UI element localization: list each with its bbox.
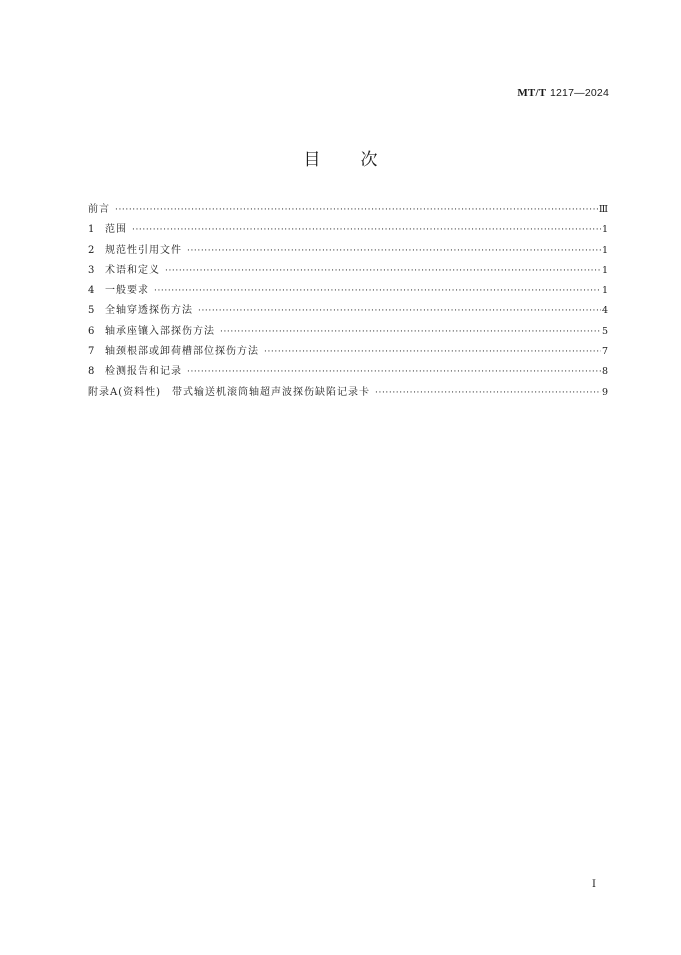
toc-entry-8[interactable] [88, 362, 608, 382]
toc-entry-number: 4 [88, 285, 95, 297]
toc-entry-label: 范围 [105, 224, 127, 236]
toc-entry-page: 4 [601, 305, 608, 317]
toc-entry-page: 1 [601, 244, 608, 256]
toc-entry-label: 轴颈根部或卸荷槽部位探伤方法 [105, 346, 259, 358]
toc-entry-page: Ⅲ [598, 204, 608, 215]
toc-entry-page: 9 [601, 386, 608, 398]
toc-leader-dots [375, 388, 601, 398]
toc-entry-number: 1 [88, 224, 95, 236]
toc-entry-page: 1 [601, 285, 608, 297]
toc-entry-7[interactable] [88, 342, 608, 362]
toc-entry-page: 8 [601, 366, 608, 378]
page-title: 目次 [303, 150, 418, 170]
toc-entry-5[interactable] [88, 301, 608, 321]
toc-entry-label: 全轴穿透探伤方法 [105, 305, 193, 317]
toc-leader-dots [165, 266, 601, 276]
toc-entry-number: 2 [88, 244, 95, 256]
toc-entry-label: 检测报告和记录 [105, 366, 182, 378]
standard-code [517, 86, 609, 99]
toc-leader-dots [187, 246, 601, 256]
toc-leader-dots [198, 306, 601, 316]
standard-number: 1217—2024 [549, 87, 609, 99]
toc-entry-4[interactable] [88, 281, 608, 301]
toc-leader-dots [154, 286, 601, 296]
toc-entry-number: 8 [88, 366, 95, 378]
toc-entry-page: 7 [601, 346, 608, 358]
toc-leader-dots [187, 367, 601, 377]
toc-entry-label: 轴承座镶入部探伤方法 [105, 325, 215, 337]
toc-entry-1[interactable] [88, 220, 608, 240]
toc-entry-6[interactable] [88, 322, 608, 342]
toc-entry-page: 1 [601, 224, 608, 236]
standard-prefix: MT/T [517, 87, 547, 99]
toc-leader-dots [132, 225, 601, 235]
toc-entry-label: 术语和定义 [105, 264, 160, 276]
toc-entry-number: 5 [88, 305, 95, 317]
page-number: Ⅰ [592, 879, 596, 890]
toc-entry-appendix-a[interactable] [88, 383, 608, 403]
toc-leader-dots [220, 327, 601, 337]
toc-entry-3[interactable] [88, 261, 608, 281]
toc-leader-dots [115, 205, 598, 215]
toc-entry-page: 1 [601, 264, 608, 276]
toc-entry-foreword[interactable] [88, 200, 608, 220]
toc-entry-label: 前言 [88, 204, 110, 215]
toc-entry-page: 5 [601, 325, 608, 337]
toc-entry-number: 3 [88, 264, 95, 276]
toc-entry-label: 一般要求 [105, 285, 149, 297]
toc-entry-number: 7 [88, 346, 95, 358]
toc-entry-label: 附录A(资料性) 带式输送机滚筒轴超声波探伤缺陷记录卡 [88, 386, 371, 398]
table-of-contents [88, 200, 608, 403]
toc-entry-number: 6 [88, 325, 95, 337]
toc-entry-2[interactable] [88, 241, 608, 261]
toc-entry-label: 规范性引用文件 [105, 244, 182, 256]
toc-leader-dots [264, 347, 601, 357]
